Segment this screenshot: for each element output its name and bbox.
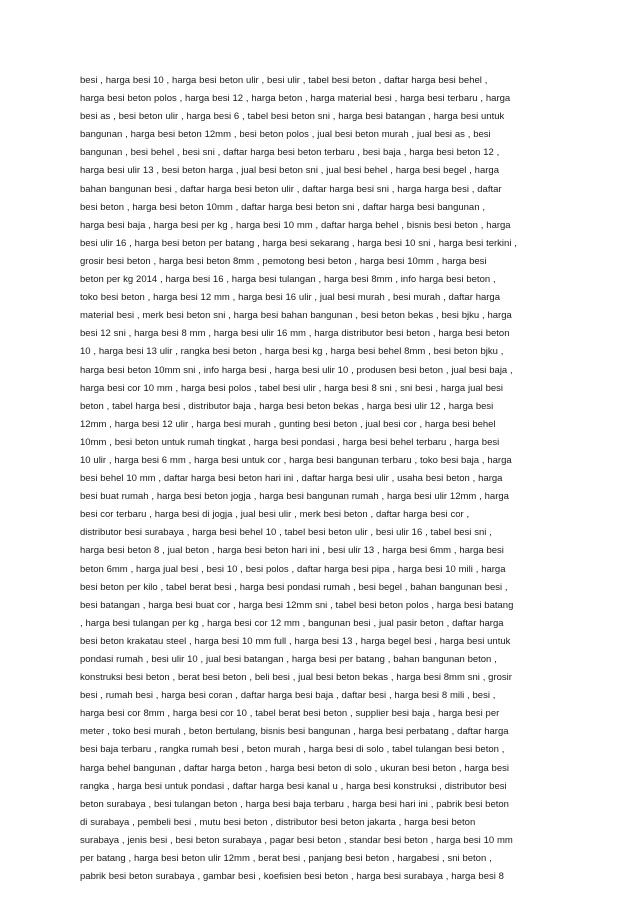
text-line: di surabaya , pembeli besi , mutu besi beton , distributor besi beton jakarta , harga besi beton bbox=[80, 816, 476, 828]
text-line: per batang , harga besi beton ulir 12mm , berat besi , panjang besi beton , hargabesi , sni beton , bbox=[80, 853, 492, 865]
text-line: meter , toko besi murah , beton bertulang, bisnis besi bangunan , harga besi perbatang , daftar harga bbox=[80, 726, 509, 738]
text-line: beton 6mm , harga jual besi , besi 10 , besi polos , daftar harga besi pipa , harga besi 10 mili , harga bbox=[80, 563, 506, 575]
text-line: besi , harga besi 10 , harga besi beton ulir , besi ulir , tabel besi beton , daftar harga besi behel , bbox=[80, 75, 488, 86]
text-line: harga besi beton polos , harga besi 12 , harga beton , harga material besi , harga besi terbaru , harga bbox=[80, 93, 511, 105]
text-line: besi , rumah besi , harga besi coran , daftar harga besi baja , daftar besi , harga besi 8 mili , besi , bbox=[80, 690, 496, 702]
text-line: surabaya , jenis besi , besi beton surabaya , pagar besi beton , standar besi beton , harga besi 10 mm bbox=[80, 834, 513, 846]
text-line: toko besi beton , harga besi 12 mm , harga besi 16 ulir , jual besi murah , besi murah , daftar harga bbox=[80, 292, 500, 304]
text-line: beton per kg 2014 , harga besi 16 , harga besi tulangan , harga besi 8mm , info harga besi beton , bbox=[80, 274, 496, 286]
text-line: besi cor terbaru , harga besi di jogja , jual besi ulir , merk besi beton , daftar harga besi cor , bbox=[80, 509, 470, 521]
text-line: besi behel 10 mm , daftar harga besi beton hari ini , daftar harga besi ulir , usaha besi beton , harga bbox=[80, 473, 503, 485]
text-line: besi beton krakatau steel , harga besi 10 mm full , harga besi 13 , harga begel besi , harga besi untuk bbox=[80, 635, 511, 647]
text-line: 12mm , harga besi 12 ulir , harga besi murah , gunting besi beton , jual besi cor , harga besi behel bbox=[80, 418, 496, 430]
text-line: pondasi rumah , besi ulir 10 , jual besi batangan , harga besi per batang , bahan bangunan beton , bbox=[80, 654, 497, 665]
text-line: harga besi beton 10mm sni , info harga besi , harga besi ulir 10 , produsen besi beton , jual besi baja , bbox=[80, 364, 513, 376]
text-line: konstruksi besi beton , berat besi beton , beli besi , jual besi beton bekas , harga besi 8mm sni , grosir bbox=[80, 672, 512, 684]
text-line: harga besi cor 10 mm , harga besi polos , tabel besi ulir , harga besi 8 sni , sni besi , harga jual besi bbox=[80, 382, 504, 394]
text-line: besi beton , harga besi beton 10mm , daftar harga besi beton sni , daftar harga besi bangunan , bbox=[80, 201, 485, 213]
text-line: besi ulir 16 , harga besi beton per batang , harga besi sekarang , harga besi 10 sni , harga besi terkini , bbox=[80, 237, 517, 249]
text-line: 10mm , besi beton untuk rumah tingkat , harga besi pondasi , harga besi behel terbaru , harga besi bbox=[80, 436, 500, 448]
text-line: harga besi beton 8 , jual beton , harga besi beton hari ini , besi ulir 13 , harga besi 6mm , harga besi bbox=[80, 545, 504, 557]
text-line: bahan bangunan besi , daftar harga besi beton ulir , daftar harga besi sni , harga harga besi , daftar bbox=[80, 183, 502, 195]
text-line: besi 12 sni , harga besi 8 mm , harga besi ulir 16 mm , harga distributor besi beton , harga besi beton bbox=[80, 328, 510, 340]
text-line: pabrik besi beton surabaya , gambar besi , koefisien besi beton , harga besi surabaya , harga besi 8 bbox=[80, 871, 504, 883]
text-line: beton , tabel harga besi , distributor baja , harga besi beton bekas , harga besi ulir 12 , harga besi bbox=[80, 400, 494, 412]
text-line: besi baja terbaru , rangka rumah besi , beton murah , harga besi di solo , tabel tulangan besi beton , bbox=[80, 744, 505, 756]
text-line: , harga besi tulangan per kg , harga besi cor 12 mm , bangunan besi , jual pasir beton , daftar harga bbox=[80, 617, 504, 629]
text-line: beton surabaya , besi tulangan beton , harga besi baja terbaru , harga besi hari ini , pabrik besi beton bbox=[80, 798, 509, 810]
text-line: distributor besi surabaya , harga besi behel 10 , tabel besi beton ulir , besi ulir 16 , tabel besi sni , bbox=[80, 527, 492, 539]
text-line: besi batangan , harga besi buat cor , harga besi 12mm sni , tabel besi beton polos , harga besi batang bbox=[80, 599, 514, 611]
text-line: 10 , harga besi 13 ulir , rangka besi beton , harga besi kg , harga besi behel 8mm , besi beton bjku , bbox=[80, 346, 504, 358]
text-line: material besi , merk besi beton sni , harga besi bahan bangunan , besi beton bekas , besi bjku , harga bbox=[80, 310, 512, 322]
text-line: bangunan , harga besi beton 12mm , besi beton polos , jual besi beton murah , jual besi as , besi bbox=[80, 129, 491, 141]
text-line: besi as , besi beton ulir , harga besi 6 , tabel besi beton sni , harga besi batangan , harga besi untuk bbox=[80, 111, 505, 123]
text-line: grosir besi beton , harga besi beton 8mm , pemotong besi beton , harga besi 10mm , harga besi bbox=[80, 255, 487, 267]
text-line: harga besi cor 8mm , harga besi cor 10 , tabel berat besi beton , supplier besi baja , harga besi per bbox=[80, 708, 500, 720]
text-line: harga besi baja , harga besi per kg , harga besi 10 mm , daftar harga behel , bisnis besi beton , harga bbox=[80, 219, 511, 231]
text-line: besi beton per kilo , tabel berat besi , harga besi pondasi rumah , besi begel , bahan bangunan besi , bbox=[80, 581, 508, 593]
text-line: harga besi ulir 13 , besi beton harga , jual besi beton sni , jual besi behel , harga besi begel , harga bbox=[80, 165, 499, 177]
text-line: rangka , harga besi untuk pondasi , daftar harga besi kanal u , harga besi konstruksi , distributor besi bbox=[80, 780, 507, 792]
text-line: harga behel bangunan , daftar harga beton , harga besi beton di solo , ukuran besi beton , harga besi bbox=[80, 762, 509, 774]
text-line: bangunan , besi behel , besi sni , daftar harga besi beton terbaru , besi baja , harga besi beton 12 , bbox=[80, 147, 500, 159]
text-line: besi buat rumah , harga besi beton jogja , harga besi bangunan rumah , harga besi ulir 12mm , harga bbox=[80, 491, 509, 503]
text-line: 10 ulir , harga besi 6 mm , harga besi untuk cor , harga besi bangunan terbaru , toko besi baja , harga bbox=[80, 454, 512, 466]
body-paragraph bbox=[80, 72, 562, 886]
